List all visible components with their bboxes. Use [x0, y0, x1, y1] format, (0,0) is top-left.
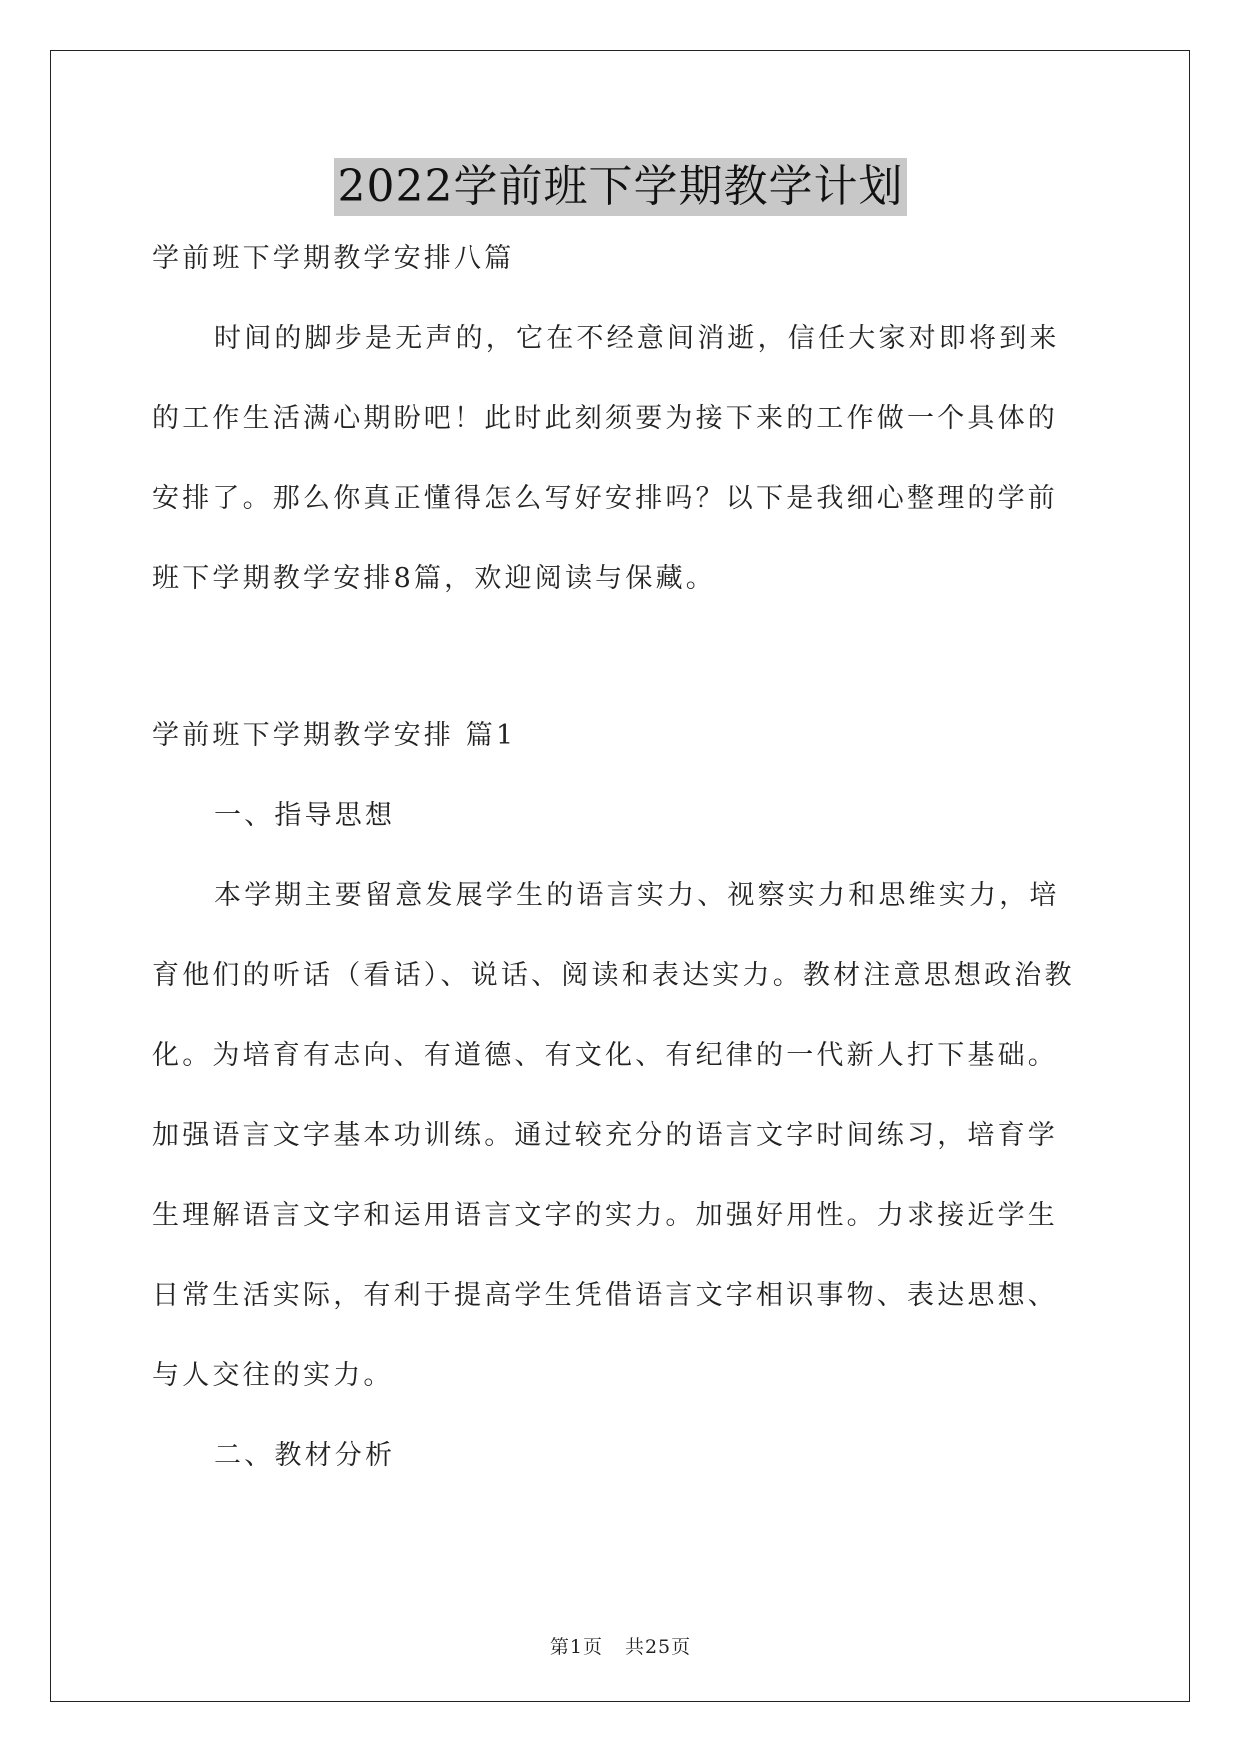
- text-line: 加强语言文字基本功训练。通过较充分的语言文字时间练习，培育学: [152, 1120, 1058, 1151]
- page-footer: [0, 1632, 1241, 1659]
- text-line: 安排了。那么你真正懂得怎么写好安排吗？以下是我细心整理的学前: [152, 483, 1058, 514]
- document-title: 2022学前班下学期教学计划: [334, 158, 908, 216]
- text-line: 学前班下学期教学安排八篇: [152, 243, 515, 274]
- page-number: 第1页: [549, 1636, 603, 1658]
- paragraph-gap: [152, 638, 1092, 715]
- text-line: 日常生活实际，有利于提高学生凭借语言文字相识事物、表达思想、: [152, 1280, 1058, 1311]
- text-line: 时间的脚步是无声的，它在不经意间消逝，信任大家对即将到来: [214, 323, 1060, 354]
- text-line: 一、指导思想: [214, 800, 396, 831]
- text-line: 二、教材分析: [214, 1440, 396, 1471]
- text-line: 的工作生活满心期盼吧！此时此刻须要为接下来的工作做一个具体的: [152, 403, 1058, 434]
- text-line: 学前班下学期教学安排 篇1: [152, 720, 517, 751]
- text-line: 本学期主要留意发展学生的语言实力、视察实力和思维实力，培: [214, 880, 1060, 911]
- text-line: 育他们的听话（看话）、说话、阅读和表达实力。教材注意思想政治教: [152, 960, 1075, 991]
- title-container: [0, 158, 1241, 216]
- text-line: 化。为培育有志向、有道德、有文化、有纪律的一代新人打下基础。: [152, 1040, 1058, 1071]
- text-line: 生理解语言文字和运用语言文字的实力。加强好用性。力求接近学生: [152, 1200, 1058, 1231]
- text-line: 班下学期教学安排8篇，欢迎阅读与保藏。: [152, 563, 716, 594]
- document-body: [152, 238, 1092, 1515]
- page-total: 共25页: [624, 1636, 692, 1658]
- text-line: 与人交往的实力。: [152, 1360, 394, 1391]
